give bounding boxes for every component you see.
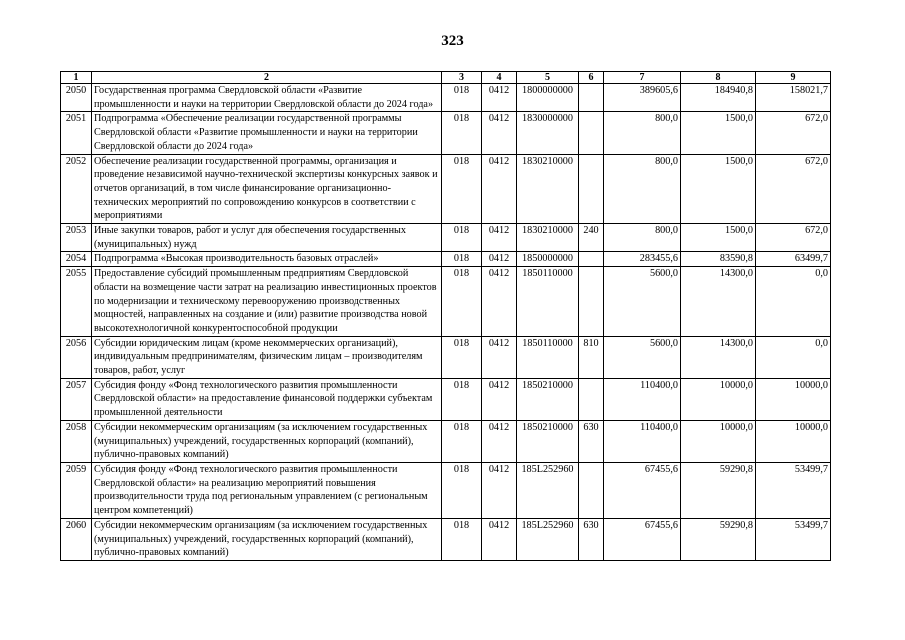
code-section: 0412	[482, 112, 517, 154]
code-section: 0412	[482, 252, 517, 267]
amount-2022: 110400,0	[604, 378, 681, 420]
amount-2023: 59290,8	[681, 518, 756, 560]
row-number: 2056	[61, 336, 92, 378]
header-cell: 7	[604, 72, 681, 84]
row-name: Субсидии некоммерческим организациям (за исключением государственных (муниципальных) учреждений, государственных корпораций (компаний), публично-правовых компаний)	[92, 420, 442, 462]
table-row	[61, 252, 831, 267]
amount-2024: 158021,7	[756, 84, 831, 112]
row-name: Иные закупки товаров, работ и услуг для обеспечения государственных (муниципальных) нужд	[92, 224, 442, 252]
row-name: Подпрограмма «Высокая производительность базовых отраслей»	[92, 252, 442, 267]
row-number: 2053	[61, 224, 92, 252]
code-ministry: 018	[442, 336, 482, 378]
amount-2022: 5600,0	[604, 267, 681, 337]
code-ministry: 018	[442, 84, 482, 112]
code-expense-type	[579, 154, 604, 224]
amount-2024: 63499,7	[756, 252, 831, 267]
amount-2024: 53499,7	[756, 518, 831, 560]
code-target: 185L252960	[517, 518, 579, 560]
table-row	[61, 462, 831, 518]
amount-2024: 10000,0	[756, 420, 831, 462]
row-name: Обеспечение реализации государственной программы, организация и проведение независимой научно-технической экспертизы конкурсных заявок и отчетов организаций, в том числе финансирование организационно-технических мероприятий по сопровождению конкурсов в соответствии с мероприятиями	[92, 154, 442, 224]
header-cell: 1	[61, 72, 92, 84]
amount-2023: 10000,0	[681, 420, 756, 462]
amount-2024: 0,0	[756, 267, 831, 337]
table-row	[61, 84, 831, 112]
code-expense-type	[579, 267, 604, 337]
amount-2024: 672,0	[756, 154, 831, 224]
amount-2022: 389605,6	[604, 84, 681, 112]
header-cell: 5	[517, 72, 579, 84]
table-row	[61, 518, 831, 560]
header-cell: 8	[681, 72, 756, 84]
header-cell: 3	[442, 72, 482, 84]
row-number: 2059	[61, 462, 92, 518]
amount-2022: 800,0	[604, 154, 681, 224]
table-row	[61, 112, 831, 154]
code-section: 0412	[482, 267, 517, 337]
code-expense-type: 240	[579, 224, 604, 252]
row-name: Государственная программа Свердловской области «Развитие промышленности и науки на территории Свердловской области до 2024 года»	[92, 84, 442, 112]
amount-2022: 110400,0	[604, 420, 681, 462]
code-ministry: 018	[442, 462, 482, 518]
row-number: 2055	[61, 267, 92, 337]
code-target: 1830000000	[517, 112, 579, 154]
row-name: Подпрограмма «Обеспечение реализации государственной программы Свердловской области «Развитие промышленности и науки на территории Свердловской области до 2024 года»	[92, 112, 442, 154]
code-target: 1850110000	[517, 336, 579, 378]
code-ministry: 018	[442, 267, 482, 337]
amount-2023: 1500,0	[681, 224, 756, 252]
amount-2023: 184940,8	[681, 84, 756, 112]
row-number: 2050	[61, 84, 92, 112]
table-row	[61, 154, 831, 224]
budget-table	[60, 71, 831, 561]
row-name: Субсидия фонду «Фонд технологического развития промышленности Свердловской области» на реализацию мероприятий повышения производительности труда под региональным управлением (с региональным центром компетенций)	[92, 462, 442, 518]
amount-2023: 10000,0	[681, 378, 756, 420]
code-target: 1850210000	[517, 420, 579, 462]
amount-2024: 53499,7	[756, 462, 831, 518]
amount-2023: 83590,8	[681, 252, 756, 267]
row-number: 2051	[61, 112, 92, 154]
amount-2024: 672,0	[756, 224, 831, 252]
amount-2022: 283455,6	[604, 252, 681, 267]
code-section: 0412	[482, 84, 517, 112]
code-target: 1850000000	[517, 252, 579, 267]
code-ministry: 018	[442, 420, 482, 462]
code-expense-type: 630	[579, 420, 604, 462]
amount-2024: 10000,0	[756, 378, 831, 420]
code-ministry: 018	[442, 252, 482, 267]
code-ministry: 018	[442, 154, 482, 224]
code-ministry: 018	[442, 378, 482, 420]
table-row	[61, 224, 831, 252]
header-row	[61, 72, 831, 84]
amount-2023: 14300,0	[681, 336, 756, 378]
code-target: 1830210000	[517, 154, 579, 224]
code-target: 1800000000	[517, 84, 579, 112]
row-name: Субсидии юридическим лицам (кроме некоммерческих организаций), индивидуальным предпринимателям, физическим лицам – производителям товаров, работ, услуг	[92, 336, 442, 378]
table-row	[61, 267, 831, 337]
amount-2023: 1500,0	[681, 112, 756, 154]
code-target: 1830210000	[517, 224, 579, 252]
code-ministry: 018	[442, 112, 482, 154]
row-number: 2060	[61, 518, 92, 560]
table-row	[61, 420, 831, 462]
amount-2022: 800,0	[604, 112, 681, 154]
header-cell: 2	[92, 72, 442, 84]
table-row	[61, 336, 831, 378]
row-name: Субсидии некоммерческим организациям (за исключением государственных (муниципальных) учреждений, государственных корпораций (компаний), публично-правовых компаний)	[92, 518, 442, 560]
row-number: 2058	[61, 420, 92, 462]
header-cell: 4	[482, 72, 517, 84]
page-number: 323	[441, 33, 464, 49]
code-expense-type	[579, 462, 604, 518]
table-row	[61, 378, 831, 420]
code-ministry: 018	[442, 518, 482, 560]
row-number: 2057	[61, 378, 92, 420]
code-ministry: 018	[442, 224, 482, 252]
amount-2022: 800,0	[604, 224, 681, 252]
code-section: 0412	[482, 462, 517, 518]
code-expense-type	[579, 84, 604, 112]
code-section: 0412	[482, 336, 517, 378]
amount-2022: 5600,0	[604, 336, 681, 378]
header-cell: 9	[756, 72, 831, 84]
row-name: Субсидия фонду «Фонд технологического развития промышленности Свердловской области» на предоставление финансовой поддержки субъектам промышленной деятельности	[92, 378, 442, 420]
amount-2023: 14300,0	[681, 267, 756, 337]
row-name: Предоставление субсидий промышленным предприятиям Свердловской области на возмещение части затрат на реализацию инвестиционных проектов по модернизации и техническому перевооружению производственных мощностей, направленных на создание и (или) развитие производства новой высокотехнологичной конкурентоспособной продукции	[92, 267, 442, 337]
amount-2023: 1500,0	[681, 154, 756, 224]
amount-2024: 672,0	[756, 112, 831, 154]
code-expense-type: 810	[579, 336, 604, 378]
code-expense-type	[579, 112, 604, 154]
row-number: 2052	[61, 154, 92, 224]
code-section: 0412	[482, 154, 517, 224]
code-section: 0412	[482, 518, 517, 560]
code-section: 0412	[482, 378, 517, 420]
code-expense-type	[579, 378, 604, 420]
code-section: 0412	[482, 224, 517, 252]
amount-2022: 67455,6	[604, 518, 681, 560]
code-target: 1850110000	[517, 267, 579, 337]
code-target: 1850210000	[517, 378, 579, 420]
code-target: 185L252960	[517, 462, 579, 518]
amount-2022: 67455,6	[604, 462, 681, 518]
code-expense-type: 630	[579, 518, 604, 560]
code-section: 0412	[482, 420, 517, 462]
amount-2023: 59290,8	[681, 462, 756, 518]
code-expense-type	[579, 252, 604, 267]
header-cell: 6	[579, 72, 604, 84]
row-number: 2054	[61, 252, 92, 267]
amount-2024: 0,0	[756, 336, 831, 378]
